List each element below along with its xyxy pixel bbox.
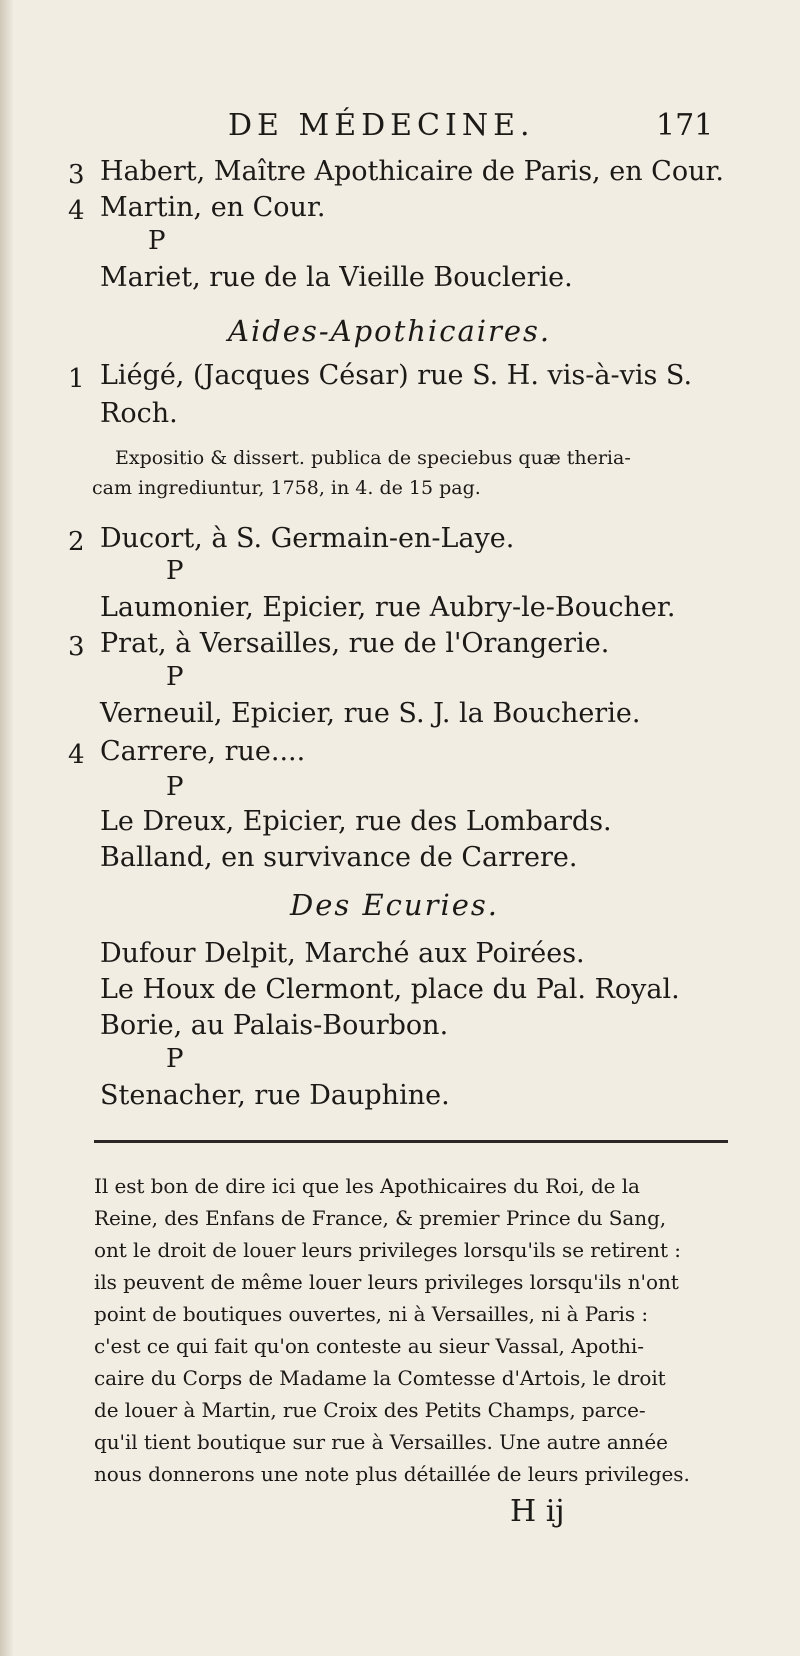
p-marker: P [166, 1044, 184, 1074]
p-marker: P [166, 772, 184, 802]
p-marker: P [166, 556, 184, 586]
footnote-line: ils peuvent de même louer leurs privileges lorsqu'ils n'ont [94, 1270, 679, 1294]
footnote-line: qu'il tient boutique sur rue à Versailles. Une autre année [94, 1430, 668, 1454]
entry-stenacher: Stenacher, rue Dauphine. [100, 1080, 450, 1111]
footnote-line: point de boutiques ouvertes, ni à Versailles, ni à Paris : [94, 1302, 649, 1326]
signature-mark: H ij [510, 1494, 565, 1529]
entry-ledreux: Le Dreux, Epicier, rue des Lombards. [100, 806, 612, 837]
entry-laumonier: Laumonier, Epicier, rue Aubry-le-Boucher. [100, 592, 676, 623]
entry-number: 2 [68, 527, 85, 557]
entry-mariet: Mariet, rue de la Vieille Bouclerie. [100, 262, 573, 293]
footnote-line: Il est bon de dire ici que les Apothicaires du Roi, de la [94, 1174, 640, 1198]
footnote-line: nous donnerons une note plus détaillée de leurs privileges. [94, 1462, 690, 1486]
footnote-line: c'est ce qui fait qu'on conteste au sieur Vassal, Apothi- [94, 1334, 644, 1358]
footnote-line: caire du Corps de Madame la Comtesse d'Artois, le droit [94, 1366, 666, 1390]
footnote-line: ont le droit de louer leurs privileges lorsqu'ils se retirent : [94, 1238, 681, 1262]
entry-balland: Balland, en survivance de Carrere. [100, 842, 578, 873]
entry-lehoux: Le Houx de Clermont, place du Pal. Royal. [100, 974, 680, 1005]
running-title: DE MÉDECINE. [228, 108, 535, 143]
entry-liege-line2: Roch. [100, 398, 178, 429]
entry-number: 3 [68, 160, 85, 190]
page-number: 171 [656, 108, 714, 143]
entry-prat: Prat, à Versailles, rue de l'Orangerie. [100, 628, 610, 659]
footnote-line: de louer à Martin, rue Croix des Petits Champs, parce- [94, 1398, 646, 1422]
entry-dufour: Dufour Delpit, Marché aux Poirées. [100, 938, 585, 969]
footnote-rule [94, 1140, 728, 1143]
footnote-line: Reine, des Enfans de France, & premier Prince du Sang, [94, 1206, 667, 1230]
entry-martin: Martin, en Cour. [100, 192, 326, 223]
entry-habert: Habert, Maître Apothicaire de Paris, en Cour. [100, 156, 724, 187]
note-line: cam ingrediuntur, 1758, in 4. de 15 pag. [92, 477, 481, 499]
entry-ducort: Ducort, à S. Germain-en-Laye. [100, 523, 515, 554]
section-heading-aides: Aides-Apothicaires. [228, 314, 552, 348]
entry-number: 4 [68, 196, 85, 226]
entry-number: 1 [68, 364, 85, 394]
page-edge-shadow [0, 0, 14, 1656]
entry-liege-line1: Liégé, (Jacques César) rue S. H. vis-à-vis S. [100, 360, 693, 391]
entry-verneuil: Verneuil, Epicier, rue S. J. la Boucherie. [100, 698, 641, 729]
p-marker: P [148, 226, 166, 256]
entry-number: 3 [68, 632, 85, 662]
entry-number: 4 [68, 740, 85, 770]
entry-carrere: Carrere, rue.... [100, 736, 306, 767]
entry-borie: Borie, au Palais-Bourbon. [100, 1010, 449, 1041]
p-marker: P [166, 662, 184, 692]
section-heading-ecuries: Des Ecuries. [290, 888, 500, 922]
note-line: Expositio & dissert. publica de speciebus quæ theria- [115, 447, 631, 469]
